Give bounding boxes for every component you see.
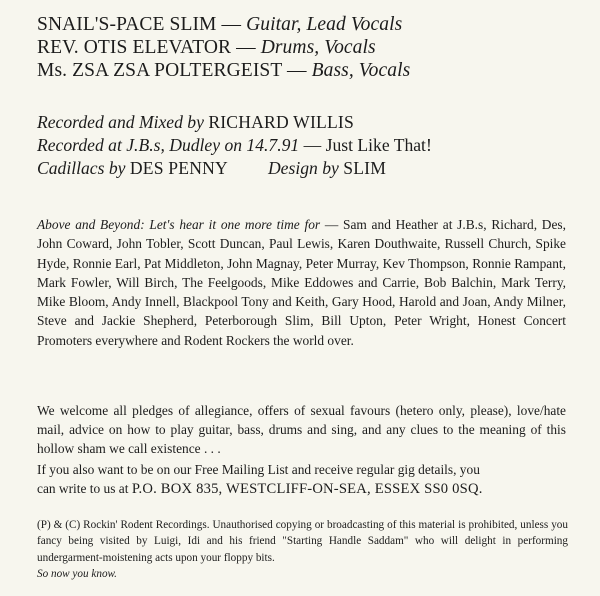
mailing-prefix: can write to us at xyxy=(37,481,132,497)
mailing-line: If you also want to be on our Free Mailing List and receive regular gig details, you xyxy=(37,462,480,477)
dash: — xyxy=(282,60,312,81)
musician-role: Guitar, Lead Vocals xyxy=(246,14,403,35)
thanks-paragraph xyxy=(37,215,566,350)
thanks-intro: Above and Beyond: Let's hear it one more time for xyxy=(37,217,321,232)
copyright-notice xyxy=(37,517,568,582)
recording-location-line xyxy=(37,134,587,157)
musician-name: REV. OTIS ELEVATOR xyxy=(37,37,232,58)
musician-role: Drums, Vocals xyxy=(260,37,376,58)
credit-line xyxy=(37,13,577,36)
dash: — xyxy=(231,37,261,58)
engineer-name: RICHARD WILLIS xyxy=(208,112,354,132)
recording-line xyxy=(37,111,587,134)
designer-name: SLIM xyxy=(343,158,387,178)
musician-name: SNAIL'S-PACE SLIM xyxy=(37,14,217,35)
credit-line xyxy=(37,36,577,59)
cadillacs-label: Cadillacs by xyxy=(37,158,130,178)
recording-tagline: — Just Like That! xyxy=(299,135,432,155)
band-credits xyxy=(37,13,577,82)
recording-location: Recorded at J.B.s, Dudley on 14.7.91 xyxy=(37,135,300,155)
design-label: Design by xyxy=(267,158,344,178)
mailing-address-line xyxy=(37,479,566,499)
thanks-list: — Sam and Heather at J.B.s, Richard, Des, John Coward, John Tobler, Scott Duncan, Paul Lewis, Karen Douthwaite, Russell Church, Spike Hyde, Ronnie Earl, Pat Middleton, John Magnay, Peter Murray, Kev Thompson, Ronnie Rampant, Mark Fowler, Will Birch, The Feelgoods, Mike Eddowes and Carrie, Bob Balchin, Mark Terry, Mike Bloom, Andy Innell, Blackpool Tony and Keith, Gary Hood, Harold and Joan, Andy Milner, Steve and Jackie Shepherd, Peterborough Slim, Bill Upton, Peter Wright, Honest Concert Promoters everywhere and Rodent Rockers the world over. xyxy=(37,217,566,348)
mailing-list-paragraph xyxy=(37,460,566,499)
credit-line xyxy=(37,59,577,82)
copyright-closing: So now you know. xyxy=(37,567,117,580)
musician-role: Bass, Vocals xyxy=(311,60,411,81)
recording-credits xyxy=(37,111,587,180)
dash: — xyxy=(216,14,247,35)
recording-label: Recorded and Mixed by xyxy=(37,112,209,132)
musician-name: Ms. ZSA ZSA POLTERGEIST xyxy=(37,60,283,81)
welcome-paragraph: We welcome all pledges of allegiance, offers of sexual favours (hetero only, please), love/hate mail, advice on how to play guitar, bass, drums and sing, and any clues to the meaning of this hollow sham we call existence . . . xyxy=(37,403,566,457)
design-line xyxy=(37,157,587,180)
copyright-text: (P) & (C) Rockin' Rodent Recordings. Unauthorised copying or broadcasting of this material is prohibited, unless you fancy being visited by Luigi, Idi and his friend "Starting Handle Saddam" who will delight in performing undergarment-moistening acts upon your floppy bits. xyxy=(37,519,568,564)
cadillacs-name: DES PENNY xyxy=(129,158,228,178)
postal-address: P.O. BOX 835, WESTCLIFF-ON-SEA, ESSEX SS0 0SQ. xyxy=(131,481,483,498)
